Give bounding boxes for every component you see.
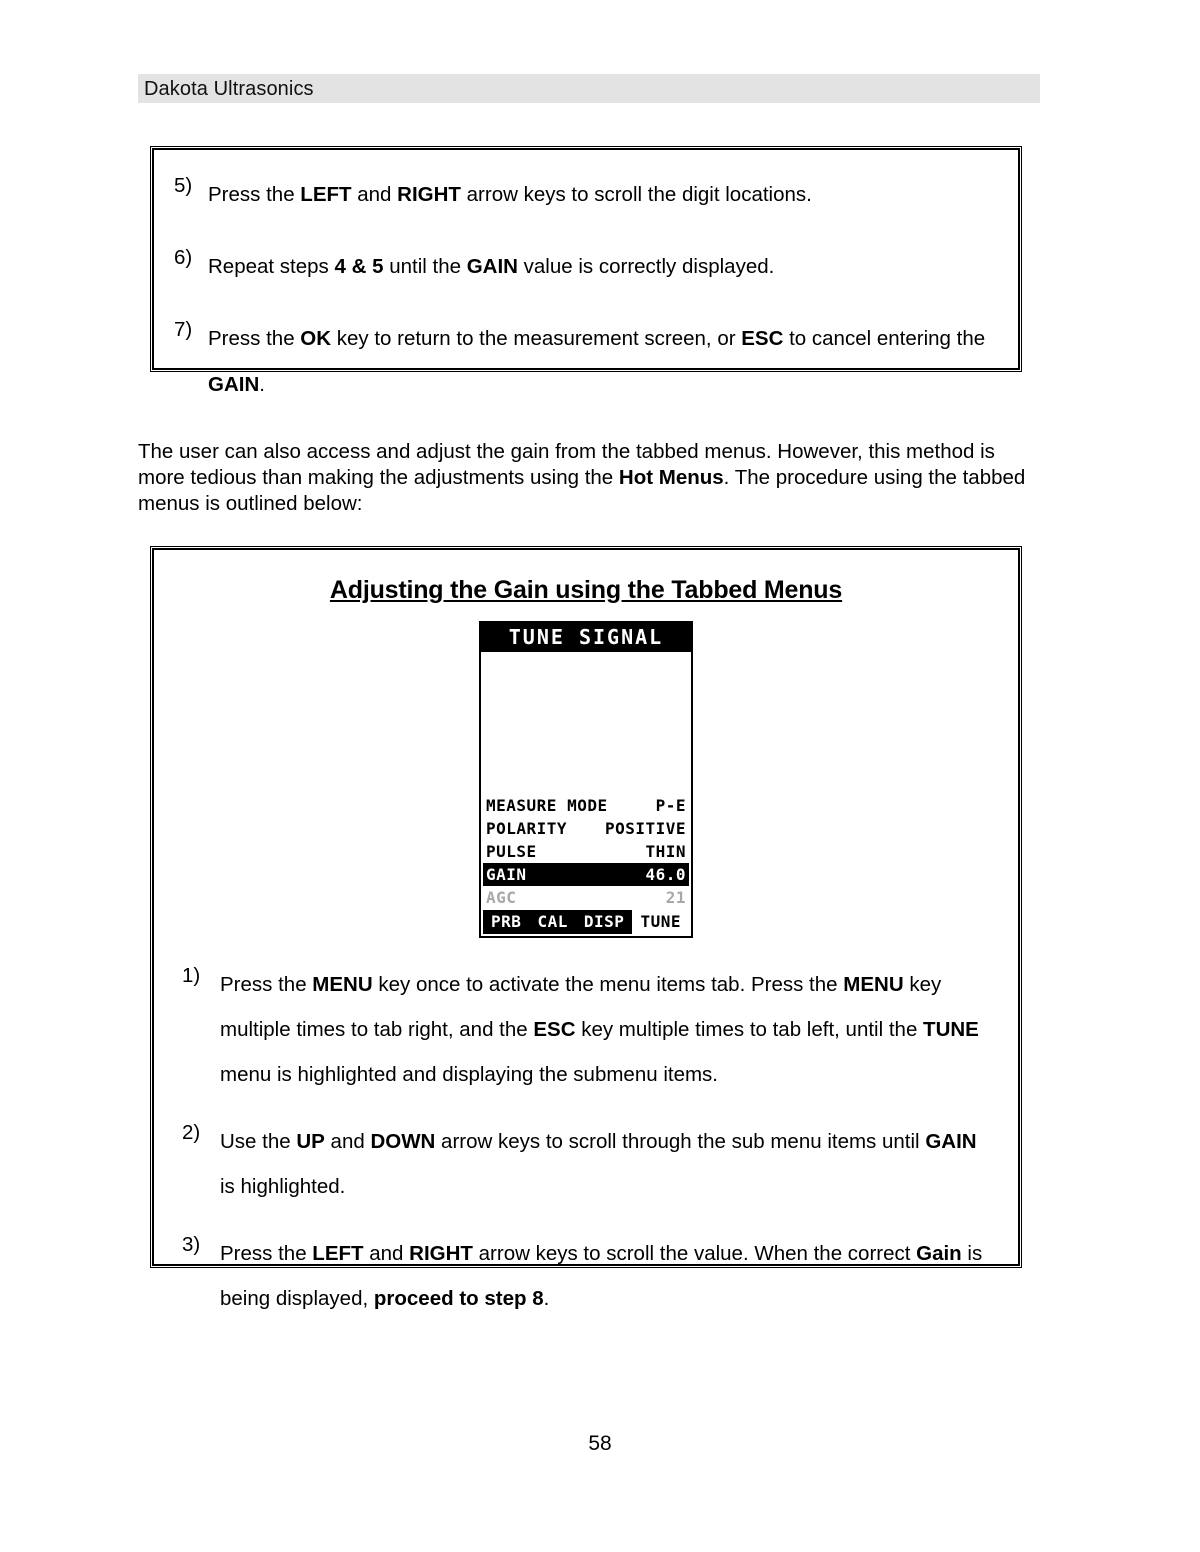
emphasis-text: TUNE: [923, 1018, 979, 1041]
device-screenshot-wrapper: [154, 621, 1018, 938]
step-item: [174, 316, 992, 408]
section-title: Adjusting the Gain using the Tabbed Menus: [329, 576, 843, 604]
body-text: arrow keys to scroll the digit locations.: [460, 183, 812, 206]
body-text: and: [363, 1242, 410, 1265]
lcd-row-value: THIN: [645, 841, 686, 861]
emphasis-text: LEFT: [312, 1242, 364, 1265]
body-text: is highlighted.: [220, 1175, 346, 1198]
lcd-waveform-area: [481, 652, 691, 794]
lcd-row-label: POLARITY: [486, 818, 568, 838]
step-item: [178, 1119, 996, 1209]
step-text: [208, 172, 992, 218]
intro-paragraph: [138, 439, 1028, 517]
step-text: [208, 316, 992, 408]
lcd-tab-prb[interactable]: PRB: [483, 910, 529, 934]
step-number: 2): [182, 1121, 201, 1144]
lcd-tab-tune[interactable]: TUNE: [632, 910, 689, 934]
lcd-menu-row-measure-mode[interactable]: [483, 794, 689, 817]
lcd-row-value: P-E: [655, 795, 686, 815]
body-text: Press the: [208, 183, 301, 206]
lcd-menu-row-agc[interactable]: [483, 886, 689, 909]
page-header-title: Dakota Ultrasonics: [144, 77, 314, 100]
emphasis-text: GAIN: [925, 1130, 977, 1153]
step-item: [178, 962, 996, 1097]
lcd-menu-row-pulse[interactable]: [483, 840, 689, 863]
step-text: [220, 962, 996, 1097]
body-text: arrow keys to scroll the value. When the correct: [472, 1242, 917, 1265]
steps-list-top: [154, 150, 1018, 408]
emphasis-text: DOWN: [370, 1130, 436, 1153]
step-item: [174, 244, 992, 290]
body-text: .: [543, 1287, 550, 1310]
lcd-row-label: AGC: [486, 887, 517, 907]
emphasis-text: RIGHT: [397, 183, 461, 206]
emphasis-text: LEFT: [300, 183, 352, 206]
step-text: [220, 1231, 996, 1321]
body-text: . The procedure using the tabbed menus is outlined below:: [138, 465, 1026, 515]
emphasis-text: MENU: [843, 973, 904, 996]
body-text: The user can also access and adjust the gain from the tabbed menus. However, this method is more tedious than making the adjustments using the: [138, 439, 995, 489]
body-text: key multiple times to tab left, until the: [575, 1018, 924, 1041]
step-text: [208, 244, 992, 290]
lcd-row-label: PULSE: [486, 841, 537, 861]
body-text: key multiple times to tab right, and the: [220, 973, 942, 1041]
body-text: and: [351, 183, 398, 206]
lcd-row-label: GAIN: [486, 864, 527, 884]
body-text: to cancel entering the: [783, 327, 986, 350]
lcd-row-value: 46.0: [645, 864, 686, 884]
step-number: 7): [174, 318, 193, 341]
body-text: key once to activate the menu items tab. Press the: [372, 973, 844, 996]
body-text: Press the: [208, 327, 301, 350]
lcd-title-bar: TUNE SIGNAL: [481, 623, 691, 652]
steps-box-top: [152, 148, 1020, 396]
emphasis-text: Hot Menus: [618, 465, 724, 489]
step-item: [174, 172, 992, 218]
steps-list-tabbed: [154, 938, 1018, 1321]
step-number: 6): [174, 246, 193, 269]
body-text: Use the: [220, 1130, 297, 1153]
lcd-menu-row-gain[interactable]: [483, 863, 689, 886]
lcd-tab-cal[interactable]: CAL: [529, 910, 575, 934]
lcd-menu-row-polarity[interactable]: [483, 817, 689, 840]
lcd-row-value: POSITIVE: [604, 818, 686, 838]
body-text: .: [259, 373, 265, 396]
lcd-row-label: MEASURE MODE: [486, 795, 608, 815]
emphasis-text: RIGHT: [409, 1242, 473, 1265]
emphasis-text: GAIN: [208, 373, 260, 396]
emphasis-text: OK: [300, 327, 332, 350]
body-text: key to return to the measurement screen, or: [331, 327, 742, 350]
tabbed-menus-box: [152, 548, 1020, 1310]
emphasis-text: GAIN: [466, 255, 518, 278]
device-lcd-screen: [479, 621, 693, 938]
body-text: until the: [383, 255, 467, 278]
emphasis-text: ESC: [741, 327, 784, 350]
body-text: arrow keys to scroll through the sub menu items until: [435, 1130, 926, 1153]
step-number: 5): [174, 174, 193, 197]
step-item: [178, 1231, 996, 1321]
step-text: [220, 1119, 996, 1209]
lcd-tab-disp[interactable]: DISP: [576, 910, 633, 934]
emphasis-text: ESC: [533, 1018, 576, 1041]
emphasis-text: proceed to step 8: [373, 1287, 544, 1310]
emphasis-text: 4 & 5: [334, 255, 384, 278]
emphasis-text: MENU: [312, 973, 373, 996]
lcd-tab-bar: [483, 910, 689, 934]
body-text: and: [324, 1130, 371, 1153]
body-text: value is correctly displayed.: [517, 255, 775, 278]
step-number: 1): [182, 964, 201, 987]
body-text: Press the: [220, 1242, 313, 1265]
body-text: menu is highlighted and displaying the submenu items.: [220, 1063, 718, 1086]
page-number: 58: [588, 1432, 612, 1455]
page-running-header: [138, 74, 1040, 103]
lcd-row-value: 21: [665, 887, 686, 907]
body-text: Press the: [220, 973, 313, 996]
step-number: 3): [182, 1233, 201, 1256]
emphasis-text: Gain: [916, 1242, 962, 1265]
body-text: is being displayed,: [220, 1242, 983, 1310]
body-text: Repeat steps: [208, 255, 335, 278]
emphasis-text: UP: [296, 1130, 325, 1153]
lcd-menu-rows: [481, 794, 691, 909]
